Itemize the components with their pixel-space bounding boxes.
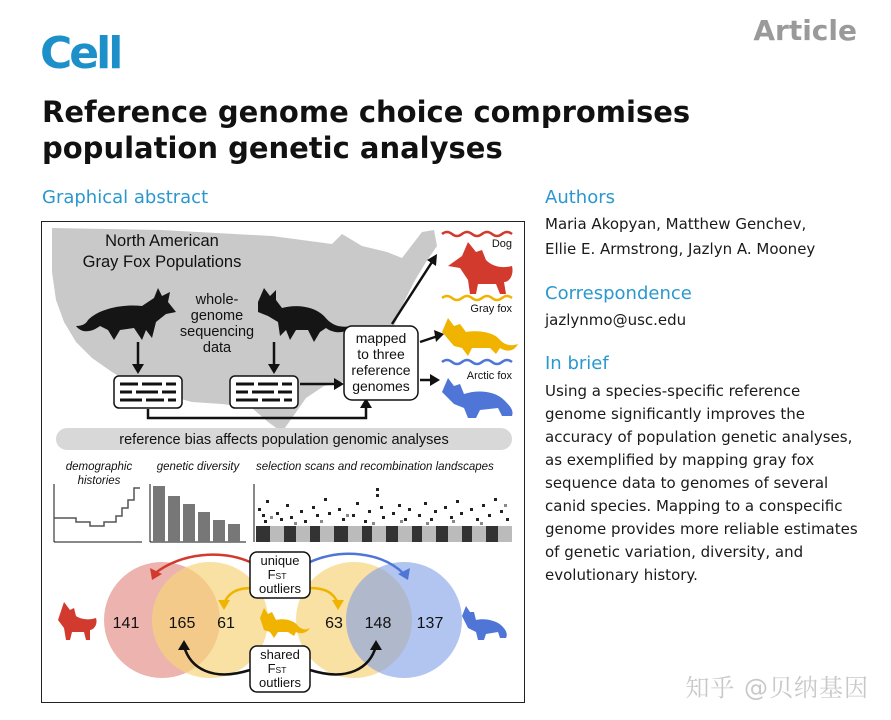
in-brief-text bbox=[545, 380, 875, 587]
brief-line: sequence data to genomes of several bbox=[545, 474, 829, 492]
correspondence-heading: Correspondence bbox=[545, 283, 692, 304]
unique-fst-sub: ST bbox=[275, 571, 287, 581]
panel-diversity-label: genetic diversity bbox=[156, 461, 240, 473]
brief-line: as exemplified by mapping gray fox bbox=[545, 451, 815, 469]
venn-right-overlap: 148 bbox=[364, 615, 392, 632]
genetic-diversity-plot bbox=[150, 484, 246, 542]
shared-fst-sub: ST bbox=[275, 665, 287, 675]
brief-line: accuracy of population genetic analyses, bbox=[545, 428, 853, 446]
mapped-line2: to three bbox=[357, 346, 405, 362]
wgs-line3: sequencing bbox=[179, 324, 255, 340]
map-title-line2: Gray Fox Populations bbox=[82, 253, 242, 271]
sequence-reads-left bbox=[114, 376, 182, 408]
demographic-history-plot bbox=[54, 484, 142, 542]
map-title-line1: North American bbox=[105, 232, 219, 250]
brief-line: genome provides more reliable estimates bbox=[545, 520, 858, 538]
panel-selection-label: selection scans and recombination landscapes bbox=[256, 461, 494, 473]
mapped-line1: mapped bbox=[355, 330, 407, 346]
label-dog: Dog bbox=[491, 238, 512, 250]
venn-left-overlap: 165 bbox=[168, 615, 196, 632]
authors-heading: Authors bbox=[545, 187, 615, 208]
selection-scan-plot bbox=[254, 484, 512, 542]
venn-right-grayfox-only: 63 bbox=[325, 615, 343, 632]
venn-left-grayfox-only: 61 bbox=[217, 615, 235, 632]
dog-small-icon bbox=[58, 602, 97, 640]
authors-line2: Ellie E. Armstrong, Jazlyn A. Mooney bbox=[545, 240, 816, 258]
brief-line: genome significantly improves the bbox=[545, 405, 805, 423]
graphical-abstract-heading: Graphical abstract bbox=[42, 187, 209, 208]
gray-fox-reference-silhouette bbox=[442, 318, 518, 356]
venn-right-arcticfox-only: 137 bbox=[416, 615, 444, 632]
brief-line: evolutionary history. bbox=[545, 566, 698, 584]
shared-line1: shared bbox=[260, 647, 300, 662]
authors-line1: Maria Akopyan, Matthew Genchev, bbox=[545, 215, 807, 233]
venn-left-dog-only: 141 bbox=[112, 615, 140, 632]
panel-demographic-line2: histories bbox=[77, 475, 121, 487]
brief-line: canid species. Mapping to a conspecific bbox=[545, 497, 843, 515]
wgs-line4: data bbox=[202, 340, 232, 356]
mapped-line4: genomes bbox=[352, 378, 410, 394]
unique-line3: outliers bbox=[259, 581, 301, 596]
paper-title: Reference genome choice compromises population genetic analyses bbox=[42, 95, 691, 165]
graphical-abstract-figure bbox=[41, 221, 525, 703]
shared-line3: outliers bbox=[259, 675, 301, 690]
bias-banner-text: reference bias affects population genomic analyses bbox=[119, 432, 449, 448]
article-type-label: Article bbox=[753, 14, 857, 47]
brief-line: Using a species-specific reference bbox=[545, 382, 801, 400]
correspondence-email[interactable]: jazlynmo@usc.edu bbox=[545, 311, 687, 329]
watermark: 知乎 @贝纳基因 bbox=[685, 674, 869, 702]
brief-line: of genetic variation, diversity, and bbox=[545, 543, 804, 561]
label-arctic-fox: Arctic fox bbox=[466, 370, 512, 382]
unique-line1: unique bbox=[260, 553, 300, 568]
arctic-fox-small-icon bbox=[462, 606, 507, 640]
wgs-line2: genome bbox=[190, 308, 244, 324]
in-brief-heading: In brief bbox=[545, 353, 609, 374]
sequence-reads-right bbox=[230, 376, 298, 408]
mapped-line3: reference bbox=[351, 362, 411, 378]
shared-fst-F: F bbox=[267, 661, 276, 676]
unique-fst-F: F bbox=[267, 567, 276, 582]
label-gray-fox: Gray fox bbox=[470, 303, 512, 315]
wgs-line1: whole- bbox=[195, 292, 239, 308]
arctic-fox-silhouette bbox=[442, 378, 513, 418]
panel-demographic-line1: demographic bbox=[65, 461, 133, 473]
journal-logo: Cell bbox=[40, 28, 121, 79]
